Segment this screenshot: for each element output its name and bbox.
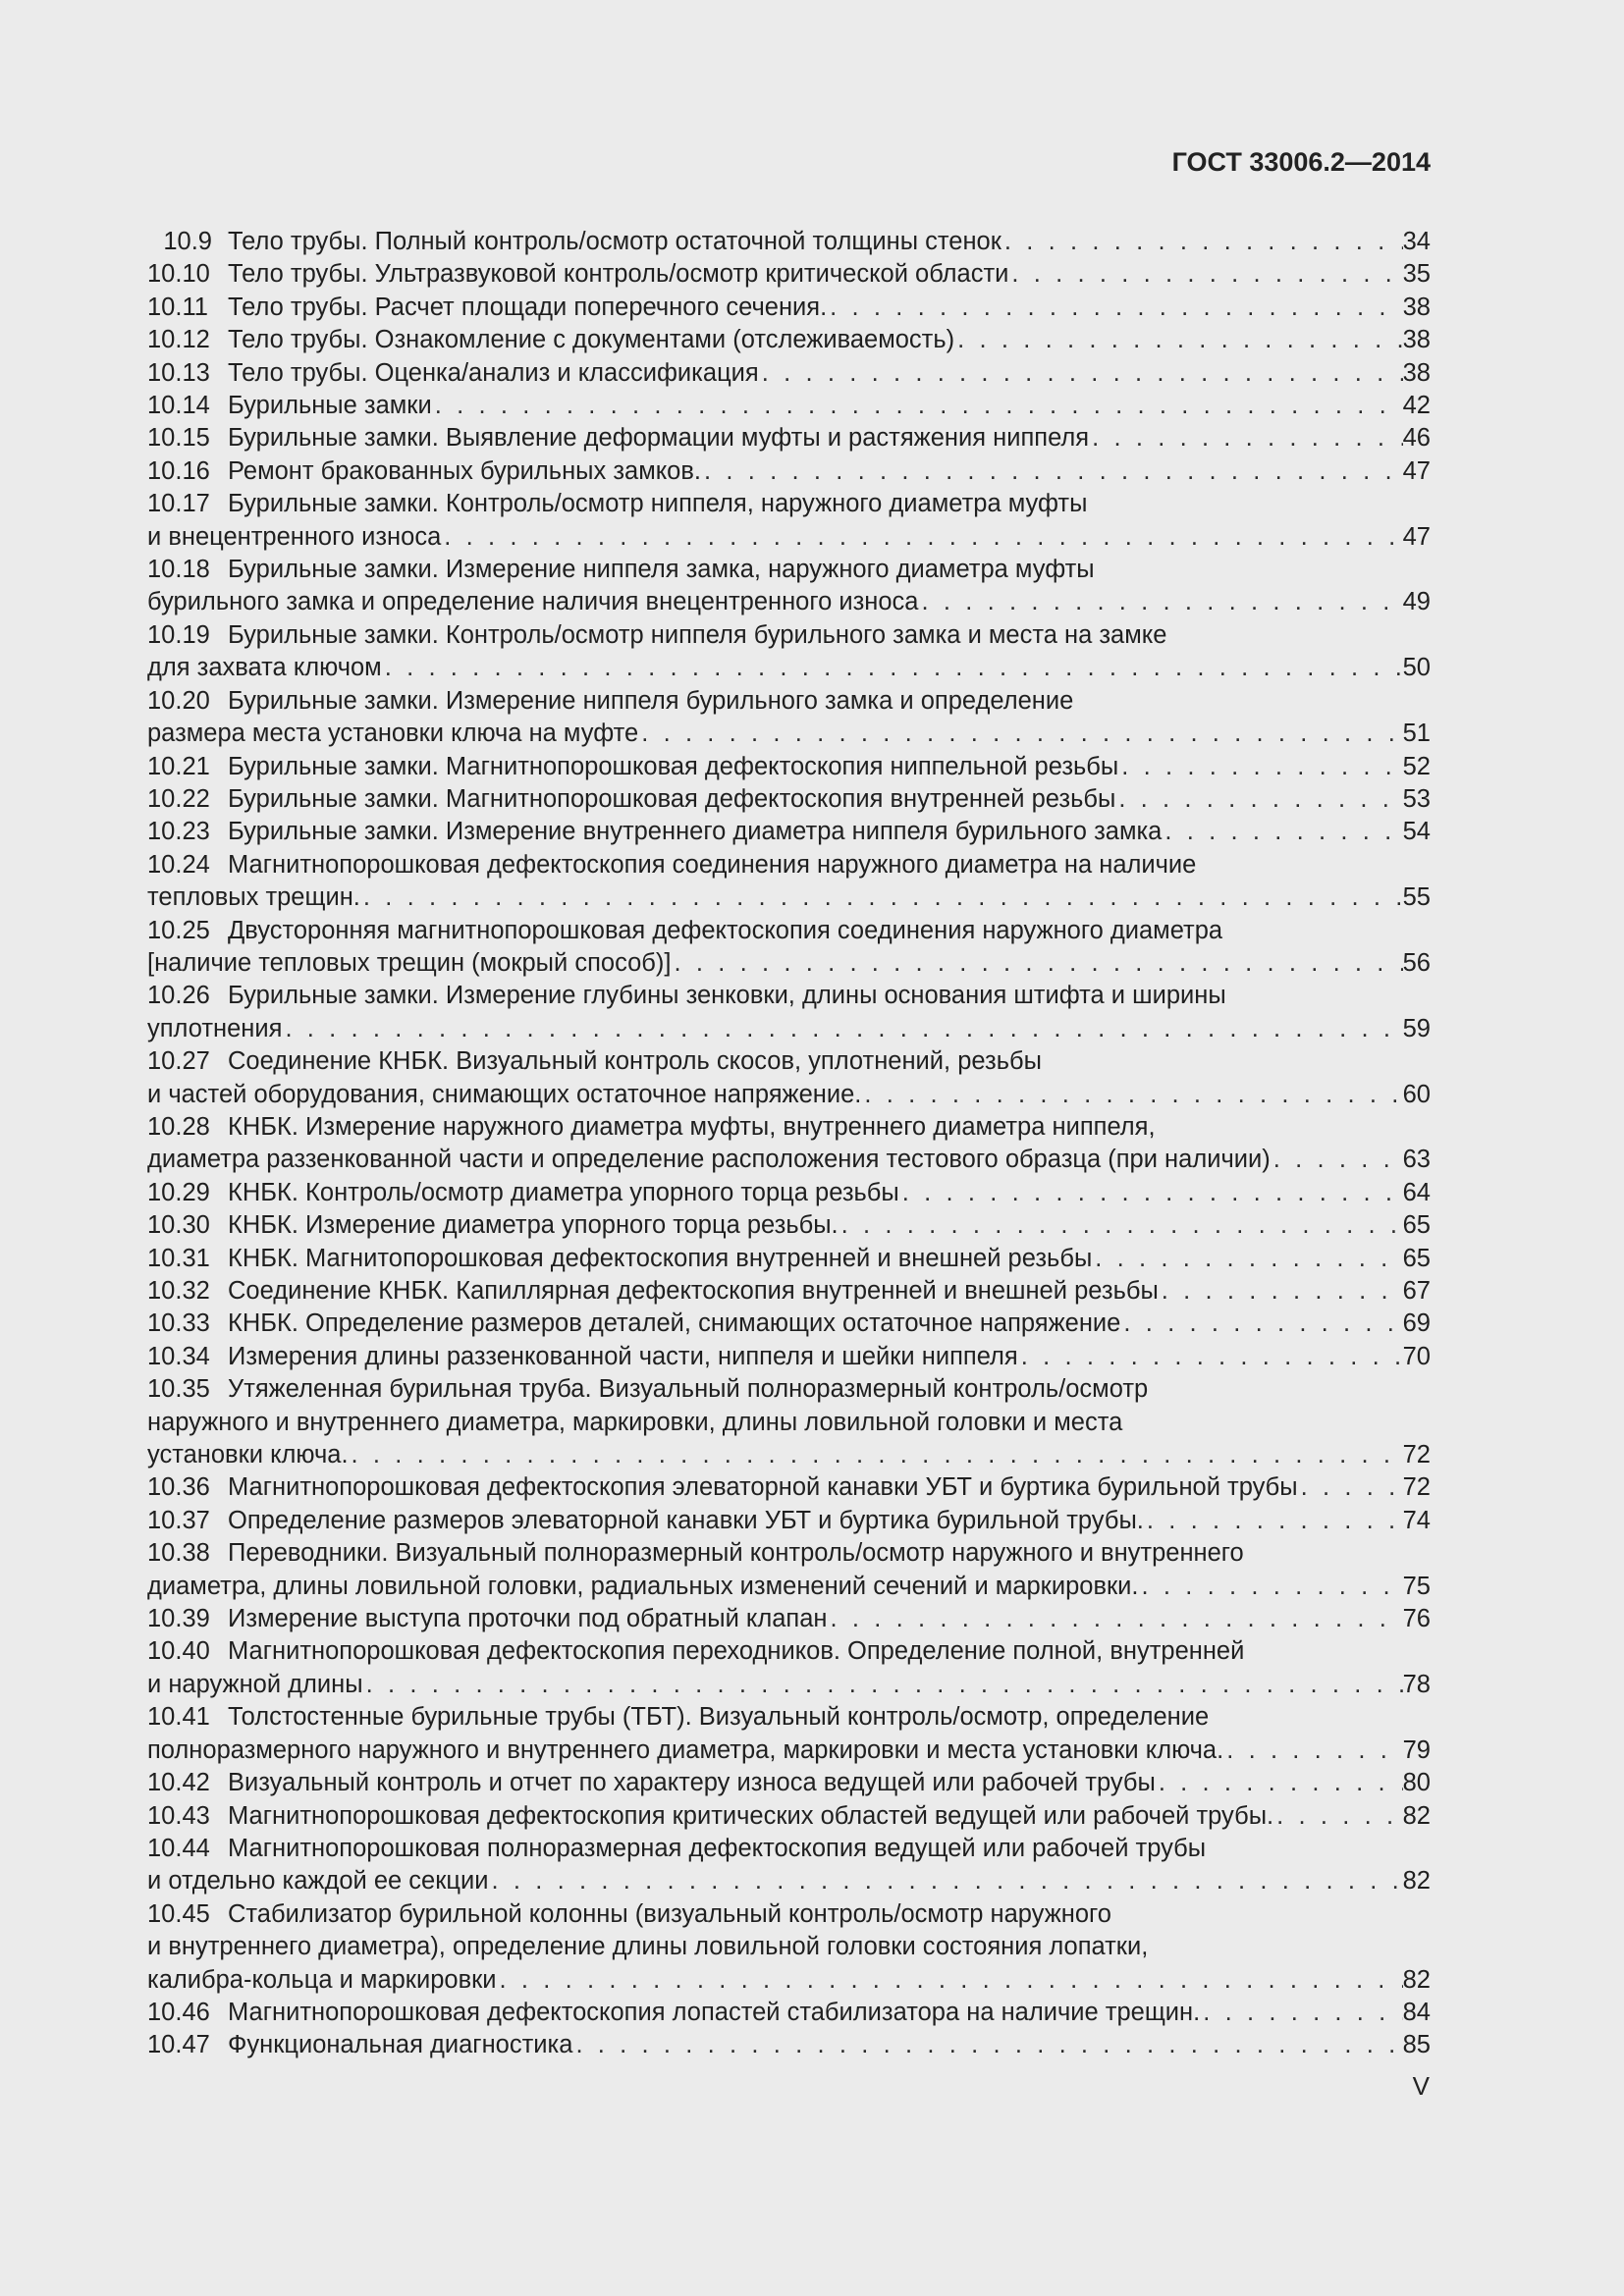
- toc-page-number[interactable]: 79: [1402, 1735, 1431, 1764]
- dot-leader: [861, 1079, 1402, 1111]
- toc-entry[interactable]: [147, 455, 1431, 488]
- toc-entry-number: 10.14: [147, 392, 210, 420]
- toc-entry-line: [147, 1701, 1431, 1734]
- toc-entry[interactable]: [147, 1177, 1431, 1209]
- toc-entry-title: КНБК. Магнитопорошковая дефектоскопия внутренней и внешней резьбы: [228, 1244, 1093, 1272]
- toc-entry-title: бурильного замка и определение наличия внецентренного износа: [147, 588, 919, 616]
- toc-entry-number: 10.10: [147, 260, 210, 289]
- toc-entry-title: Толстостенные бурильные трубы (ТБТ). Визуальный контроль/осмотр, определение: [228, 1703, 1210, 1732]
- dot-leader: [1089, 422, 1403, 454]
- toc-entry[interactable]: [147, 1701, 1431, 1767]
- toc-page-number[interactable]: 65: [1402, 1244, 1431, 1272]
- toc-entry-title: КНБК. Определение размеров деталей, снимающих остаточное напряжение: [228, 1309, 1121, 1338]
- toc-page-number[interactable]: 64: [1402, 1178, 1431, 1206]
- dot-leader: [1144, 1505, 1403, 1537]
- dot-leader: [759, 357, 1403, 390]
- toc-page-number[interactable]: 52: [1402, 752, 1431, 780]
- toc-entry[interactable]: [147, 292, 1431, 324]
- toc-entry-line: [147, 652, 1431, 684]
- dot-leader: [1120, 1308, 1402, 1340]
- toc-page-number[interactable]: 84: [1402, 1998, 1431, 2026]
- toc-entry-title: Стабилизатор бурильной колонны (визуальный контроль/осмотр наружного: [228, 1899, 1111, 1928]
- toc-entry-number: 10.20: [147, 686, 210, 715]
- toc-page-number[interactable]: 53: [1402, 784, 1431, 813]
- dot-leader: [1162, 816, 1402, 848]
- dot-leader: [363, 1669, 1403, 1701]
- page-number: V: [1412, 2071, 1430, 2101]
- toc-entry[interactable]: [147, 1898, 1431, 1997]
- toc-entry-line: [147, 1243, 1431, 1275]
- toc-entry[interactable]: [147, 324, 1431, 356]
- toc-page-number[interactable]: 70: [1402, 1342, 1431, 1370]
- toc-entry-line: [147, 1407, 1431, 1439]
- dot-leader: [839, 1209, 1403, 1242]
- toc-entry-title: Магнитнопорошковая полноразмерная дефектоскопия ведущей или рабочей трубы: [228, 1834, 1207, 1862]
- toc-entry-line: [147, 422, 1431, 454]
- toc-entry-line: [147, 226, 1431, 258]
- toc-entry-number: 10.47: [147, 2031, 210, 2059]
- toc-entry-line: [147, 1997, 1431, 2029]
- toc-entry-title: и наружной длины: [147, 1670, 363, 1698]
- toc-entry-line: [147, 2029, 1431, 2061]
- dot-leader: [827, 1603, 1402, 1635]
- toc-entry[interactable]: [147, 2029, 1431, 2061]
- toc-entry-title: и частей оборудования, снимающих остаточное напряжение.: [147, 1080, 862, 1108]
- toc-entry-line: [147, 292, 1431, 324]
- toc-page-number[interactable]: 50: [1402, 654, 1431, 682]
- toc-entry-title: КНБК. Измерение диаметра упорного торца резьбы.: [228, 1211, 839, 1240]
- table-of-contents: [147, 226, 1431, 2062]
- dot-leader: [1118, 751, 1402, 783]
- toc-entry[interactable]: [147, 685, 1431, 751]
- toc-entry-number: 10.27: [147, 1047, 210, 1076]
- toc-entry-title: Магнитнопорошковая дефектоскопия соединения наружного диаметра на наличие: [228, 850, 1197, 879]
- toc-entry-number: 10.32: [147, 1277, 210, 1305]
- toc-entry[interactable]: [147, 1308, 1431, 1340]
- toc-page-number[interactable]: 38: [1402, 293, 1431, 321]
- toc-page-number[interactable]: 82: [1402, 1965, 1431, 1994]
- toc-page-number[interactable]: 82: [1402, 1801, 1431, 1830]
- toc-page-number[interactable]: 75: [1402, 1572, 1431, 1600]
- toc-entry[interactable]: [147, 915, 1431, 981]
- toc-page-number[interactable]: 47: [1402, 522, 1431, 551]
- toc-entry-line: [147, 816, 1431, 848]
- toc-entry-line: [147, 1833, 1431, 1865]
- toc-entry-title: размера места установки ключа на муфте: [147, 720, 639, 748]
- toc-page-number[interactable]: 51: [1402, 720, 1431, 748]
- toc-entry-number: 10.34: [147, 1342, 210, 1370]
- toc-entry-title: наружного и внутреннего диаметра, маркировки, длины ловильной головки и места: [147, 1408, 1123, 1436]
- toc-entry-line: [147, 718, 1431, 750]
- toc-entry-title: тепловых трещин.: [147, 883, 360, 912]
- toc-entry[interactable]: [147, 1505, 1431, 1537]
- toc-page-number[interactable]: 60: [1402, 1080, 1431, 1108]
- dot-leader: [497, 1964, 1403, 1997]
- toc-entry-line: [147, 619, 1431, 652]
- toc-entry[interactable]: [147, 422, 1431, 454]
- toc-entry-number: 10.44: [147, 1834, 210, 1862]
- dot-leader: [1298, 1471, 1403, 1504]
- toc-entry-line: [147, 1308, 1431, 1340]
- toc-entry-number: 10.43: [147, 1801, 210, 1830]
- toc-entry-line: [147, 1144, 1431, 1176]
- toc-entry-line: [147, 1209, 1431, 1242]
- dot-leader: [954, 324, 1402, 356]
- dot-leader: [1008, 258, 1402, 291]
- toc-entry-title: уплотнения: [147, 1014, 283, 1042]
- toc-page-number[interactable]: 59: [1402, 1014, 1431, 1042]
- dot-leader: [382, 652, 1403, 684]
- toc-entry-title: Измерение выступа проточки под обратный клапан: [228, 1605, 828, 1633]
- toc-entry-number: 10.30: [147, 1211, 210, 1240]
- dot-leader: [1273, 1800, 1403, 1833]
- toc-entry-title: КНБК. Измерение наружного диаметра муфты, внутреннего диаметра ниппеля,: [228, 1112, 1156, 1141]
- toc-entry-line: [147, 1471, 1431, 1504]
- dot-leader: [827, 292, 1402, 324]
- toc-entry-title: Соединение КНБК. Капиллярная дефектоскопия внутренней и внешней резьбы: [228, 1277, 1159, 1305]
- toc-entry-title: Бурильные замки. Магнитнопорошковая дефектоскопия ниппельной резьбы: [228, 752, 1119, 780]
- dot-leader: [282, 1013, 1402, 1045]
- dot-leader: [360, 881, 1403, 914]
- toc-entry-title: Определение размеров элеваторной канавки УБТ и буртика бурильной трубы.: [228, 1506, 1144, 1534]
- toc-entry-number: 10.29: [147, 1178, 210, 1206]
- toc-entry-title: и отдельно каждой ее секции: [147, 1867, 489, 1896]
- toc-entry-title: Магнитнопорошковая дефектоскопия переходников. Определение полной, внутренней: [228, 1637, 1245, 1666]
- toc-page-number[interactable]: 63: [1402, 1146, 1431, 1174]
- toc-page-number[interactable]: 47: [1402, 456, 1431, 485]
- toc-entry-line: [147, 488, 1431, 520]
- toc-page-number[interactable]: 38: [1402, 326, 1431, 354]
- toc-entry-line: [147, 783, 1431, 816]
- toc-entry-number: 10.24: [147, 850, 210, 879]
- toc-entry-title: Магнитнопорошковая дефектоскопия критических областей ведущей или рабочей трубы.: [228, 1801, 1274, 1830]
- toc-entry[interactable]: [147, 258, 1431, 291]
- toc-entry-number: 10.11: [147, 293, 208, 321]
- toc-entry-title: установки ключа.: [147, 1441, 349, 1469]
- toc-entry-line: [147, 1898, 1431, 1931]
- toc-entry-line: [147, 1505, 1431, 1537]
- toc-entry-title: Утяжеленная бурильная труба. Визуальный полноразмерный контроль/осмотр: [228, 1375, 1149, 1404]
- toc-entry-line: [147, 390, 1431, 422]
- toc-entry-number: 10.35: [147, 1375, 210, 1404]
- toc-entry-title: Бурильные замки. Измерение ниппеля бурильного замка и определение: [228, 686, 1074, 715]
- toc-entry-number: 10.39: [147, 1605, 210, 1633]
- toc-entry-title: Тело трубы. Ознакомление с документами (отслеживаемость): [228, 326, 955, 354]
- toc-entry-title: Тело трубы. Ультразвуковой контроль/осмотр критической области: [228, 260, 1009, 289]
- toc-entry[interactable]: [147, 1833, 1431, 1898]
- toc-entry-line: [147, 521, 1431, 554]
- toc-entry-title: и внецентренного износа: [147, 522, 442, 551]
- toc-entry-number: 10.9: [163, 228, 212, 255]
- toc-page-number[interactable]: 67: [1402, 1277, 1431, 1305]
- dot-leader: [349, 1439, 1403, 1471]
- toc-page-number[interactable]: 46: [1402, 424, 1431, 453]
- toc-entry-title: Двусторонняя магнитнопорошковая дефектоскопия соединения наружного диаметра: [228, 916, 1223, 944]
- toc-entry-number: 10.12: [147, 326, 210, 354]
- toc-entry-number: 10.42: [147, 1769, 210, 1797]
- toc-entry[interactable]: [147, 1997, 1431, 2029]
- toc-entry-title: Тело трубы. Расчет площади поперечного сечения.: [228, 293, 828, 321]
- toc-entry-title: диаметра раззенкованной части и определение расположения тестового образца (при наличии): [147, 1146, 1271, 1174]
- toc-entry-line: [147, 1603, 1431, 1635]
- toc-entry-number: 10.19: [147, 620, 210, 649]
- toc-entry-title: Бурильные замки. Измерение ниппеля замка, наружного диаметра муфты: [228, 556, 1095, 584]
- toc-entry[interactable]: [147, 1275, 1431, 1308]
- toc-entry-line: [147, 1800, 1431, 1833]
- toc-page-number[interactable]: 72: [1402, 1441, 1431, 1469]
- toc-entry[interactable]: [147, 1045, 1431, 1111]
- toc-entry-line: [147, 1571, 1431, 1603]
- toc-entry[interactable]: [147, 554, 1431, 619]
- toc-entry-title: Магнитнопорошковая дефектоскопия лопастей стабилизатора на наличие трещин.: [228, 1998, 1201, 2026]
- toc-entry-line: [147, 1537, 1431, 1570]
- toc-entry-number: 10.13: [147, 358, 210, 387]
- toc-entry-line: [147, 915, 1431, 947]
- dot-leader: [1223, 1735, 1402, 1767]
- toc-page-number[interactable]: 78: [1402, 1670, 1431, 1698]
- toc-entry-line: [147, 1735, 1431, 1767]
- toc-page-number[interactable]: 74: [1402, 1506, 1431, 1534]
- toc-entry-title: Соединение КНБК. Визуальный контроль скосов, уплотнений, резьбы: [228, 1047, 1042, 1076]
- toc-entry-number: 10.25: [147, 916, 210, 944]
- toc-entry-number: 10.36: [147, 1473, 210, 1502]
- toc-entry-number: 10.23: [147, 818, 210, 846]
- toc-entry-title: для захвата ключом: [147, 654, 382, 682]
- toc-entry-title: Бурильные замки. Магнитнопорошковая дефектоскопия внутренней резьбы: [228, 784, 1116, 813]
- toc-entry-title: Визуальный контроль и отчет по характеру износа ведущей или рабочей трубы: [228, 1769, 1156, 1797]
- toc-entry[interactable]: [147, 1635, 1431, 1701]
- dot-leader: [701, 455, 1403, 488]
- toc-entry-number: 10.33: [147, 1309, 210, 1338]
- dot-leader: [1115, 783, 1402, 816]
- toc-entry-line: [147, 1635, 1431, 1668]
- toc-entry-line: [147, 1341, 1431, 1373]
- toc-page-number[interactable]: 38: [1402, 358, 1431, 387]
- toc-entry-number: 10.16: [147, 456, 210, 485]
- toc-entry-title: Тело трубы. Оценка/анализ и классификация: [228, 358, 759, 387]
- toc-page-number[interactable]: 82: [1402, 1867, 1431, 1896]
- toc-page-number[interactable]: 49: [1402, 588, 1431, 616]
- toc-entry-title: полноразмерного наружного и внутреннего диаметра, маркировки и места установки ключа.: [147, 1735, 1224, 1764]
- toc-entry-line: [147, 751, 1431, 783]
- toc-entry-number: 10.45: [147, 1899, 210, 1928]
- dot-leader: [1018, 1341, 1403, 1373]
- toc-entry-title: [наличие тепловых трещин (мокрый способ)]: [147, 948, 672, 977]
- toc-entry-number: 10.38: [147, 1539, 210, 1568]
- toc-entry-line: [147, 1931, 1431, 1963]
- toc-entry-title: Бурильные замки. Измерение глубины зенковки, длины основания штифта и ширины: [228, 982, 1226, 1010]
- dot-leader: [1200, 1997, 1402, 2029]
- toc-entry-line: [147, 1439, 1431, 1471]
- toc-entry[interactable]: [147, 1209, 1431, 1242]
- toc-page-number[interactable]: 42: [1402, 392, 1431, 420]
- dot-leader: [1138, 1571, 1402, 1603]
- dot-leader: [432, 390, 1403, 422]
- toc-entry-title: Переводники. Визуальный полноразмерный контроль/осмотр наружного и внутреннего: [228, 1539, 1244, 1568]
- toc-entry[interactable]: [147, 619, 1431, 685]
- toc-entry-number: 10.15: [147, 424, 210, 453]
- toc-entry-title: Бурильные замки. Измерение внутреннего диаметра ниппеля бурильного замка: [228, 818, 1163, 846]
- toc-entry-line: [147, 881, 1431, 914]
- toc-entry[interactable]: [147, 1767, 1431, 1799]
- toc-entry-number: 10.37: [147, 1506, 210, 1534]
- toc-page-number[interactable]: 69: [1402, 1309, 1431, 1338]
- toc-entry-number: 10.41: [147, 1703, 210, 1732]
- toc-entry-line: [147, 1865, 1431, 1897]
- toc-entry-line: [147, 357, 1431, 390]
- dot-leader: [441, 521, 1402, 554]
- toc-page-number[interactable]: 35: [1402, 260, 1431, 289]
- dot-leader: [1156, 1767, 1403, 1799]
- toc-page-number[interactable]: 72: [1402, 1473, 1431, 1502]
- toc-entry-title: Ремонт бракованных бурильных замков.: [228, 456, 701, 485]
- toc-entry[interactable]: [147, 1341, 1431, 1373]
- toc-page-number[interactable]: 80: [1402, 1769, 1431, 1797]
- toc-entry-number: 10.40: [147, 1637, 210, 1666]
- toc-entry-title: Бурильные замки. Контроль/осмотр ниппеля бурильного замка и места на замке: [228, 620, 1167, 649]
- toc-entry-number: 10.46: [147, 1998, 210, 2026]
- dot-leader: [671, 947, 1402, 980]
- toc-entry-title: Тело трубы. Полный контроль/осмотр остаточной толщины стенок: [228, 228, 1001, 255]
- dot-leader: [899, 1177, 1403, 1209]
- toc-entry-line: [147, 1013, 1431, 1045]
- toc-entry[interactable]: [147, 1243, 1431, 1275]
- toc-entry-line: [147, 455, 1431, 488]
- toc-entry[interactable]: [147, 1603, 1431, 1635]
- toc-entry-number: 10.21: [147, 752, 210, 780]
- toc-entry[interactable]: [147, 783, 1431, 816]
- dot-leader: [1159, 1275, 1403, 1308]
- dot-leader: [572, 2029, 1402, 2061]
- toc-entry-line: [147, 947, 1431, 980]
- toc-entry[interactable]: [147, 390, 1431, 422]
- toc-entry-title: КНБК. Контроль/осмотр диаметра упорного торца резьбы: [228, 1178, 899, 1206]
- dot-leader: [1001, 226, 1403, 258]
- toc-entry[interactable]: [147, 1471, 1431, 1504]
- dot-leader: [1092, 1243, 1402, 1275]
- toc-page-number[interactable]: 54: [1402, 818, 1431, 846]
- toc-entry-line: [147, 849, 1431, 881]
- toc-entry-line: [147, 586, 1431, 618]
- toc-entry-title: диаметра, длины ловильной головки, радиальных изменений сечений и маркировки.: [147, 1572, 1139, 1600]
- toc-entry-title: и внутреннего диаметра), определение длины ловильной головки состояния лопатки,: [147, 1933, 1149, 1961]
- toc-entry[interactable]: [147, 980, 1431, 1045]
- toc-entry[interactable]: [147, 1537, 1431, 1603]
- dot-leader: [489, 1865, 1403, 1897]
- dot-leader: [918, 586, 1402, 618]
- toc-entry[interactable]: [147, 488, 1431, 554]
- toc-entry-line: [147, 1045, 1431, 1078]
- toc-entry-line: [147, 1275, 1431, 1308]
- toc-entry[interactable]: [147, 1800, 1431, 1833]
- toc-page-number[interactable]: 85: [1402, 2031, 1431, 2059]
- toc-entry-line: [147, 1079, 1431, 1111]
- toc-entry-title: Бурильные замки: [228, 392, 432, 420]
- toc-entry-title: Измерения длины раззенкованной части, ниппеля и шейки ниппеля: [228, 1342, 1018, 1370]
- toc-entry-line: [147, 324, 1431, 356]
- toc-entry[interactable]: [147, 751, 1431, 783]
- toc-entry[interactable]: [147, 1111, 1431, 1177]
- toc-page-number[interactable]: 76: [1402, 1605, 1431, 1633]
- toc-page-number[interactable]: 65: [1402, 1211, 1431, 1240]
- toc-entry[interactable]: [147, 357, 1431, 390]
- toc-entry-number: 10.22: [147, 784, 210, 813]
- toc-entry-line: [147, 1767, 1431, 1799]
- document-code: ГОСТ 33006.2—2014: [1171, 147, 1431, 177]
- toc-entry-line: [147, 685, 1431, 718]
- toc-entry-number: 10.31: [147, 1244, 210, 1272]
- toc-entry-line: [147, 980, 1431, 1012]
- toc-entry-title: Магнитнопорошковая дефектоскопия элеваторной канавки УБТ и буртика бурильной трубы: [228, 1473, 1298, 1502]
- toc-entry-line: [147, 1111, 1431, 1144]
- toc-entry[interactable]: [147, 1373, 1431, 1471]
- toc-entry-line: [147, 1669, 1431, 1701]
- toc-entry-line: [147, 1373, 1431, 1406]
- toc-page-number[interactable]: 56: [1402, 948, 1431, 977]
- toc-entry-title: калибра-кольца и маркировки: [147, 1965, 497, 1994]
- toc-entry[interactable]: [147, 816, 1431, 848]
- toc-page-number[interactable]: 55: [1402, 883, 1431, 912]
- toc-entry-line: [147, 1177, 1431, 1209]
- dot-leader: [1271, 1144, 1403, 1176]
- toc-entry-title: Функциональная диагностика: [228, 2031, 573, 2059]
- toc-entry[interactable]: [147, 226, 1431, 258]
- toc-entry-line: [147, 258, 1431, 291]
- toc-entry-line: [147, 554, 1431, 586]
- toc-entry-number: 10.26: [147, 982, 210, 1010]
- toc-entry-title: Бурильные замки. Выявление деформации муфты и растяжения ниппеля: [228, 424, 1090, 453]
- toc-entry-number: 10.18: [147, 556, 210, 584]
- toc-entry[interactable]: [147, 849, 1431, 915]
- toc-page-number[interactable]: 34: [1402, 228, 1431, 255]
- toc-entry-line: [147, 1964, 1431, 1997]
- toc-entry-title: Бурильные замки. Контроль/осмотр ниппеля, наружного диаметра муфты: [228, 490, 1088, 518]
- dot-leader: [638, 718, 1402, 750]
- toc-entry-number: 10.17: [147, 490, 210, 518]
- toc-entry-number: 10.28: [147, 1112, 210, 1141]
